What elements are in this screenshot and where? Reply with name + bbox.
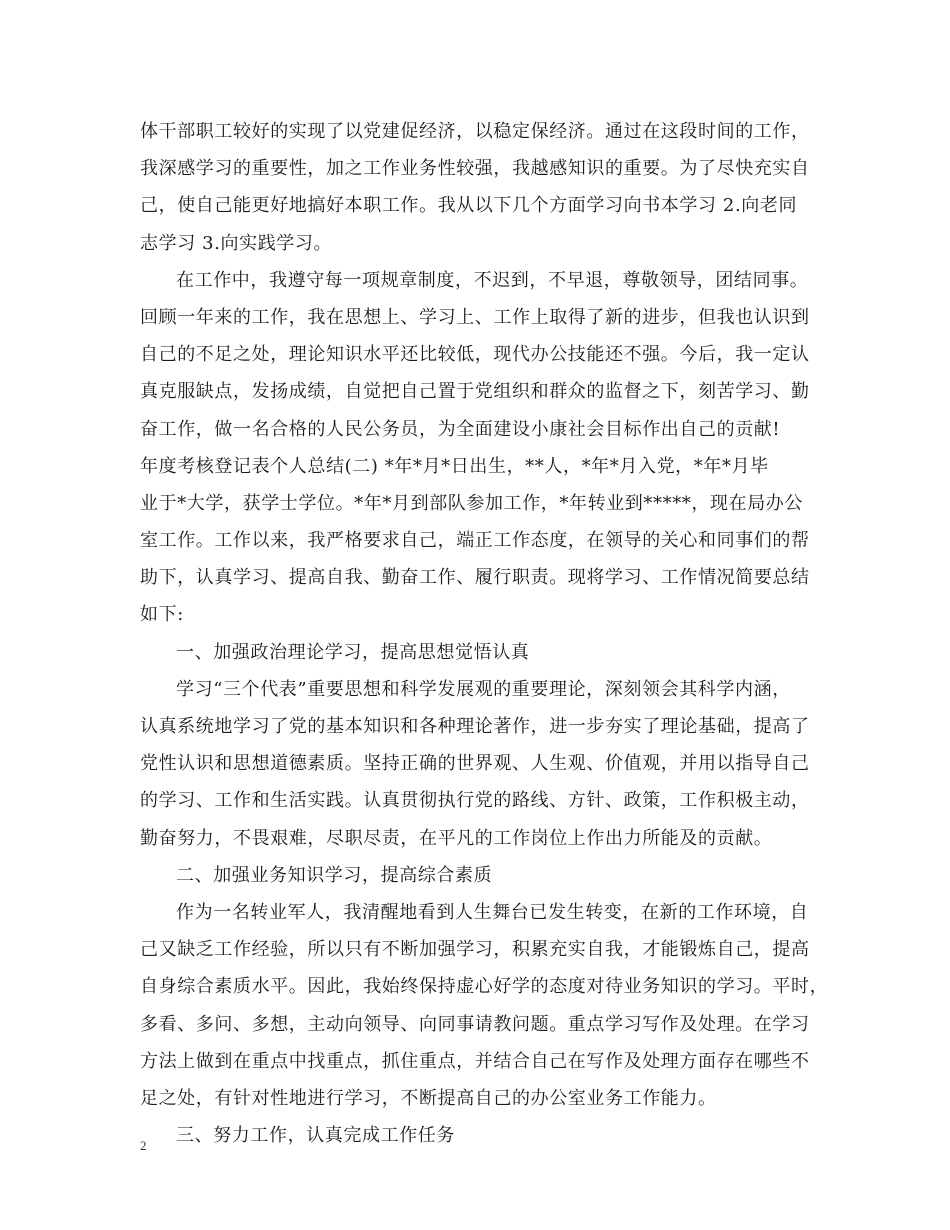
text-line: 足之处，有针对性地进行学习，不断提高自己的办公室业务工作能力。	[140, 1087, 717, 1109]
text-line: 体干部职工较好的实现了以党建促经济，以稳定保经济。通过在这段时间的工作，	[140, 121, 810, 142]
text-line: 自己的不足之处，理论知识水平还比较低，现代办公技能还不强。今后，我一定认	[140, 344, 810, 366]
text-line: 一、加强政治理论学习，提高思想觉悟认真	[176, 641, 530, 663]
text-line: 年度考核登记表个人总结(二) *年*月*日出生，**人，*年*月入党，*年*月毕	[140, 455, 769, 477]
text-line: 回顾一年来的工作，我在思想上、学习上、工作上取得了新的进步，但我也认识到	[140, 306, 810, 328]
text-line: 奋工作，做一名合格的人民公务员，为全面建设小康社会目标作出自己的贡献!	[140, 418, 781, 440]
text-line: 作为一名转业军人，我清醒地看到人生舞台已发生转变，在新的工作环境，自	[176, 901, 809, 923]
text-line: 如下:	[140, 604, 184, 626]
text-line: 业于*大学，获学士学位。*年*月到部队参加工作，*年转业到*****，现在局办公	[140, 492, 803, 514]
text-line: 二、加强业务知识学习，提高综合素质	[176, 864, 493, 886]
text-line: 在工作中，我遵守每一项规章制度，不迟到，不早退，尊敬领导，团结同事。	[176, 269, 809, 291]
text-line: 认真系统地学习了党的基本知识和各种理论著作，进一步夯实了理论基础，提高了	[140, 716, 810, 737]
document-body	[140, 113, 829, 1154]
text-line: 己又缺乏工作经验，所以只有不断加强学习，积累充实自我，才能锻炼自己，提高	[140, 939, 810, 961]
text-line: 志学习 3.向实践学习。	[140, 232, 333, 254]
text-line: 真克服缺点，发扬成绩，自觉把自己置于党组织和群众的监督之下，刻苦学习、勤	[140, 381, 810, 403]
text-line: 我深感学习的重要性，加之工作业务性较强，我越感知识的重要。为了尽快充实自	[140, 158, 810, 180]
text-line: 的学习、工作和生活实践。认真贯彻执行党的路线、方针、政策，工作积极主动，	[140, 790, 810, 812]
text-line: 三、努力工作，认真完成工作任务	[176, 1125, 455, 1147]
text-line: 学习“三个代表”重要思想和科学发展观的重要理论，深刻领会其科学内涵，	[176, 678, 791, 700]
text-line: 党性认识和思想道德素质。坚持正确的世界观、人生观、价值观，并用以指导自己	[140, 753, 810, 775]
text-line: 助下，认真学习、提高自我、勤奋工作、履行职责。现将学习、工作情况简要总结	[140, 567, 810, 589]
text-line: 多看、多问、多想，主动向领导、向同事请教问题。重点学习写作及处理。在学习	[140, 1013, 810, 1035]
text-line: 己，使自己能更好地搞好本职工作。我从以下几个方面学习向书本学习 2.向老同	[140, 195, 798, 217]
text-line: 勤奋努力，不畏艰难，尽职尽责，在平凡的工作岗位上作出力所能及的贡献。	[140, 827, 773, 849]
text-line: 室工作。工作以来，我严格要求自己，端正工作态度，在领导的关心和同事们的帮	[140, 530, 810, 552]
text-line: 方法上做到在重点中找重点，抓住重点，并结合自己在写作及处理方面存在哪些不	[140, 1050, 810, 1072]
page-number: 2	[140, 1138, 147, 1153]
text-line: 自身综合素质水平。因此，我始终保持虚心好学的态度对待业务知识的学习。平时，	[140, 976, 829, 998]
